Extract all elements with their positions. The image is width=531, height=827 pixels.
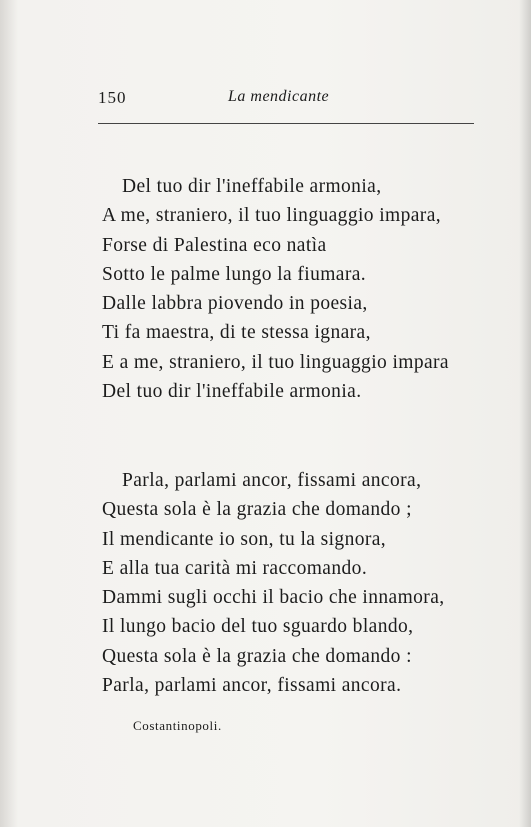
verse-line: Dalle labbra piovendo in poesia,	[102, 293, 368, 315]
verse-line: E alla tua carità mi raccomando.	[102, 557, 368, 579]
place-signature: Costantinopoli.	[133, 718, 222, 733]
verse-line: Ti fa maestra, di te stessa ignara,	[102, 322, 371, 344]
verse-line: A me, straniero, il tuo linguaggio impara,	[102, 205, 442, 227]
verse-line: Dammi sugli occhi il bacio che innamora,	[102, 587, 445, 609]
verse-line: Del tuo dir l'ineffabile armonia,	[122, 176, 382, 197]
header-rule	[98, 123, 474, 124]
page-number: 150	[98, 88, 127, 107]
verse-line: Parla, parlami ancor, fissami ancora.	[102, 675, 402, 697]
verse-line: Sotto le palme lungo la fiumara.	[102, 263, 367, 285]
verse-line: E a me, straniero, il tuo linguaggio impara	[102, 351, 449, 373]
stanza-1	[102, 172, 492, 406]
verse-line: Il mendicante io son, tu la signora,	[102, 528, 387, 550]
stanza-2	[102, 466, 492, 700]
page-edge-shadow	[519, 0, 531, 827]
verse-line: Questa sola è la grazia che domando :	[102, 645, 412, 667]
verse-line: Forse di Palestina eco natìa	[102, 234, 327, 256]
verse-line: Parla, parlami ancor, fissami ancora,	[122, 470, 422, 491]
page-header	[98, 88, 474, 112]
running-title: La mendicante	[228, 88, 330, 105]
verse-line: Questa sola è la grazia che domando ;	[102, 499, 412, 521]
verse-line: Del tuo dir l'ineffabile armonia.	[102, 381, 362, 403]
verse-line: Il lungo bacio del tuo sguardo blando,	[102, 616, 414, 638]
